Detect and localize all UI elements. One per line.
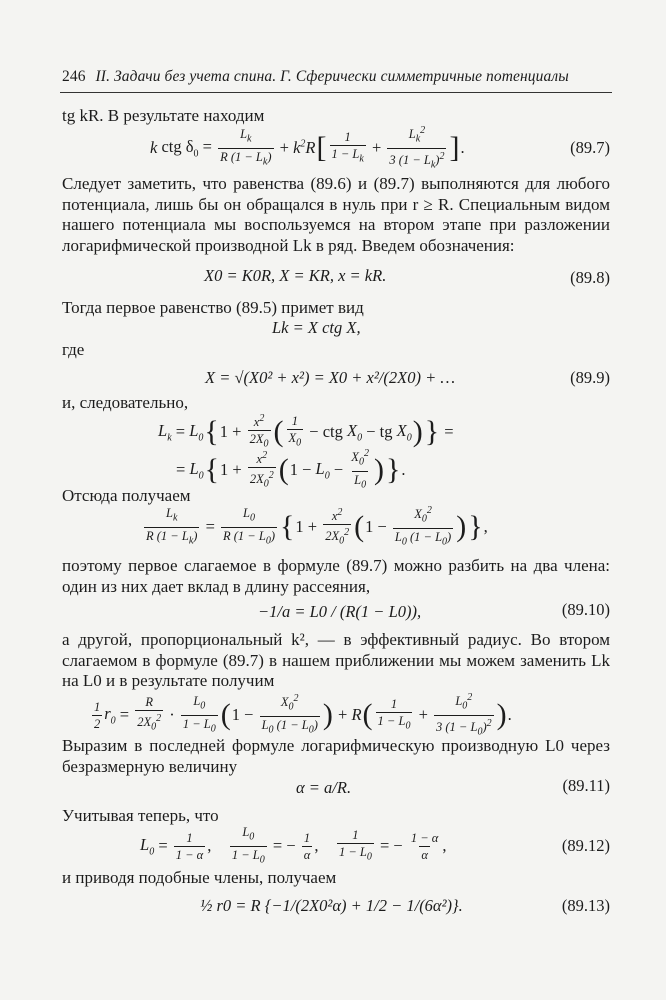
equation-89-11: α = a/R. xyxy=(296,778,352,797)
equation-89-12: $L_0$ = $\frac{1}{1 - \alpha}$ , $\frac{L_0}{1 - L_0}$ = − $\frac{1}{\alpha}$ , $\frac{1}{1 - L_0}$ = − $\frac{1 - \alpha}{\alpha}$ , xyxy=(140,825,447,865)
equation-number-89-8: (89.8) xyxy=(570,268,610,287)
paragraph-2: Следует заметить, что равенства (89.6) и (89.7) выполняются для любого потенциала, лишь бы он обращался в нуль при r ≥ R. Специальным видом нашего потенциала мы воспользуемся на втором этапе при разложении логарифмической производной Lk в ряд. Введем обозначения: xyxy=(62,174,610,255)
equation-number-89-12: (89.12) xyxy=(561,836,610,855)
header-rule xyxy=(60,92,612,93)
equation-number-89-7: (89.7) xyxy=(570,138,610,157)
paragraph-4: где xyxy=(62,340,85,359)
page-number: 246 xyxy=(62,68,86,85)
equation-89-8: X0 = K0R, X = KR, x = kR. xyxy=(204,266,387,285)
equation-89-13: ½ r0 = R {−1/(2X0²α) + 1/2 − 1/(6α²)}. xyxy=(200,896,463,915)
equation-lk-expansion-1: $L_k$ = $L_0$ { 1 + $\frac{x^2}{2X_0}$ ( 1 $X_0$ − ctg $X_0$ − tg $X_0$ ) } = xyxy=(158,413,454,450)
paragraph-11: и приводя подобные члены, получаем xyxy=(62,868,337,887)
running-title: II. Задачи без учета спина. Г. Сферически симметричные потенциалы xyxy=(95,68,569,85)
paragraph-7: поэтому первое слагаемое в формуле (89.7) можно разбить на два члена: один из них дает вклад в длину рассеяния, xyxy=(62,556,610,596)
paragraph-10: Учитывая теперь, что xyxy=(62,806,219,825)
equation-89-9: X = √(X0² + x²) = X0 + x²/(2X0) + … xyxy=(205,368,456,387)
paragraph-3: Тогда первое равенство (89.5) примет вид xyxy=(62,298,364,317)
paragraph-9: Выразим в последней формуле логарифмическую производную L0 через безразмерную величину xyxy=(62,736,610,776)
equation-lk-expansion-2: = $L_0$ { 1 + $\frac{x^2}{2X_0^2}$ ( 1 − $L_0$ − $\frac{X_0^2}{L_0}$ ) } . xyxy=(176,448,406,491)
equation-lk: Lk = X ctg X, xyxy=(272,318,361,337)
paragraph-5: и, следовательно, xyxy=(62,393,189,412)
equation-number-89-9: (89.9) xyxy=(570,368,610,387)
equation-ratio: $\frac{L_k}{R (1 - L_k)}$ = $\frac{L_0}{R (1 - L_0)}$ { 1 + $\frac{x^2}{2X_0^2}$ ( 1 − $\frac{X_0^2}{L_0 (1 - L_0)}$ ) } , xyxy=(146,505,488,548)
running-header xyxy=(62,68,612,86)
paragraph-8: а другой, пропорциональный k², — в эффективный радиус. Во втором слагаемом в формуле (89.7) в нашем приближении мы можем заменить Lk на L0 и в результате получим xyxy=(62,630,610,690)
equation-number-89-11: (89.11) xyxy=(562,776,610,795)
equation-number-89-10: (89.10) xyxy=(561,600,610,619)
equation-89-10: −1/a = L0 / (R(1 − L0)), xyxy=(258,602,422,621)
paragraph-1: tg kR. В результате находим xyxy=(62,106,265,125)
equation-89-7: k ctg $\delta_0$ = $\frac{L_k}{R (1 - L_k)}$ + $k^2R$ [ 1 $1 - L_k$ + $\frac{L_k^2}{3 (1 - L_k)^2}$ ] . xyxy=(150,124,465,171)
equation-r0: 1 2 $r_0$ = $\frac{R}{2X_0^2}$ · $L_0$ $1 - L_0$ ( 1 − $\frac{X_0^2}{L_0 (1 - L_0)}$ ) + R ( 1 $1 - L_0$ + $\frac{L_0^2}{3 (1 - L_0)^2}$ ) . xyxy=(94,691,512,738)
paragraph-6: Отсюда получаем xyxy=(62,486,191,505)
equation-number-89-13: (89.13) xyxy=(561,896,610,915)
